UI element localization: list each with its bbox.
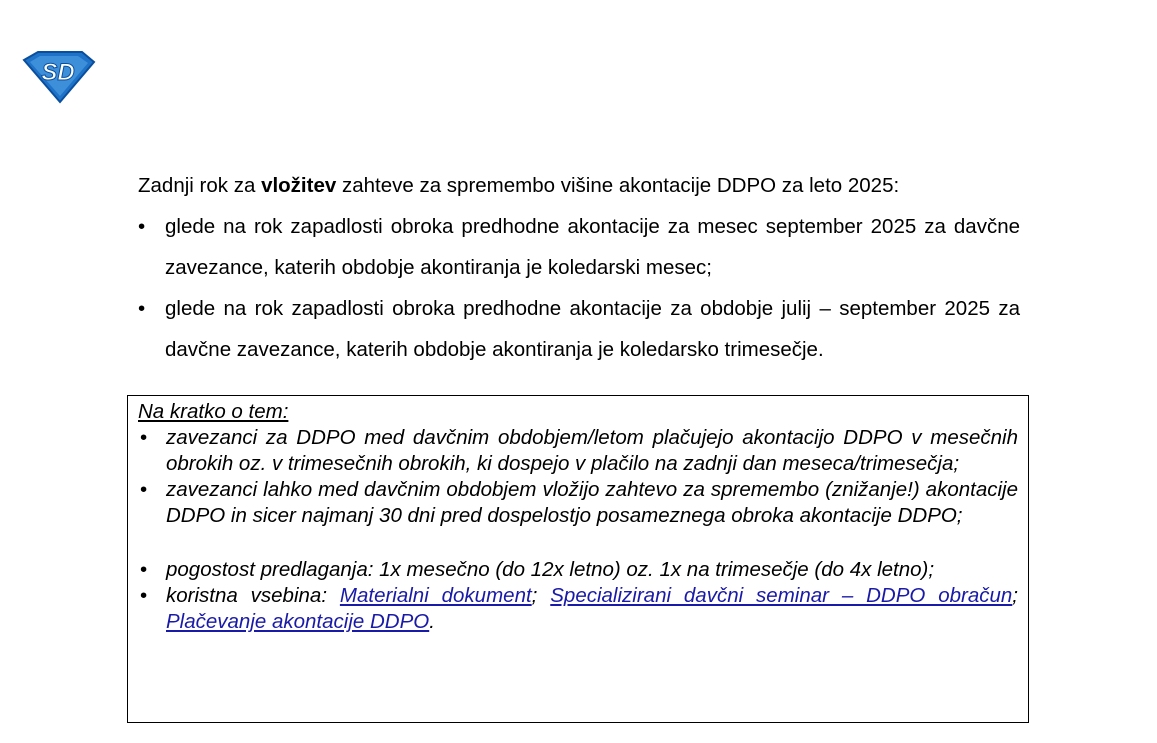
intro-bullet: • glede na rok zapadlosti obroka predhodne akontacije za obdobje julij – september 2025 za davčne zavezance, katerih obdobje akontiranja je koledarsko trimesečje. bbox=[138, 288, 1020, 370]
intro-bullet: • glede na rok zapadlosti obroka predhodne akontacije za mesec september 2025 za davčne zavezance, katerih obdobje akontiranja je koledarski mesec; bbox=[138, 206, 1020, 288]
ddpo-seminar-link[interactable]: Specializirani davčni seminar – DDPO obračun bbox=[550, 584, 1013, 607]
intro-section bbox=[138, 165, 1020, 370]
materialni-dokument-link[interactable]: Materialni dokument bbox=[339, 584, 532, 607]
summary-bullet: • zavezanci lahko med davčnim obdobjem vložijo zahtevo za spremembo (znižanje!) akontacije DDPO in sicer najmanj 30 dni pred dospelostjo posameznega obroka akontacije DDPO; bbox=[138, 477, 1018, 529]
summary-box bbox=[127, 395, 1029, 723]
intro-bullet-list bbox=[138, 206, 1020, 370]
sd-logo bbox=[22, 50, 96, 104]
sd-diamond-logo-icon bbox=[22, 50, 96, 104]
summary-bullet: • pogostost predlaganja: 1x mesečno (do 12x letno) oz. 1x na trimesečje (do 4x letno); bbox=[138, 557, 1018, 583]
svg-text:SD: SD bbox=[41, 59, 75, 86]
intro-sentence: Zadnji rok za vložitev zahteve za spremembo višine akontacije DDPO za leto 2025: bbox=[138, 174, 900, 197]
placevanje-akontacije-link[interactable]: Plačevanje akontacije DDPO bbox=[166, 610, 430, 633]
summary-bullet-list bbox=[138, 425, 1018, 635]
summary-heading: Na kratko o tem: bbox=[138, 400, 289, 423]
summary-bullet: • zavezanci za DDPO med davčnim obdobjem/letom plačujejo akontacijo DDPO v mesečnih obrokih oz. v trimesečnih obrokih, ki dospejo v plačilo na zadnji dan meseca/trimesečja; bbox=[138, 425, 1018, 477]
summary-bullet-links: • koristna vsebina: Materialni dokument; Specializirani davčni seminar – DDPO obračun; Plačevanje akontacije DDPO. bbox=[138, 583, 1018, 635]
